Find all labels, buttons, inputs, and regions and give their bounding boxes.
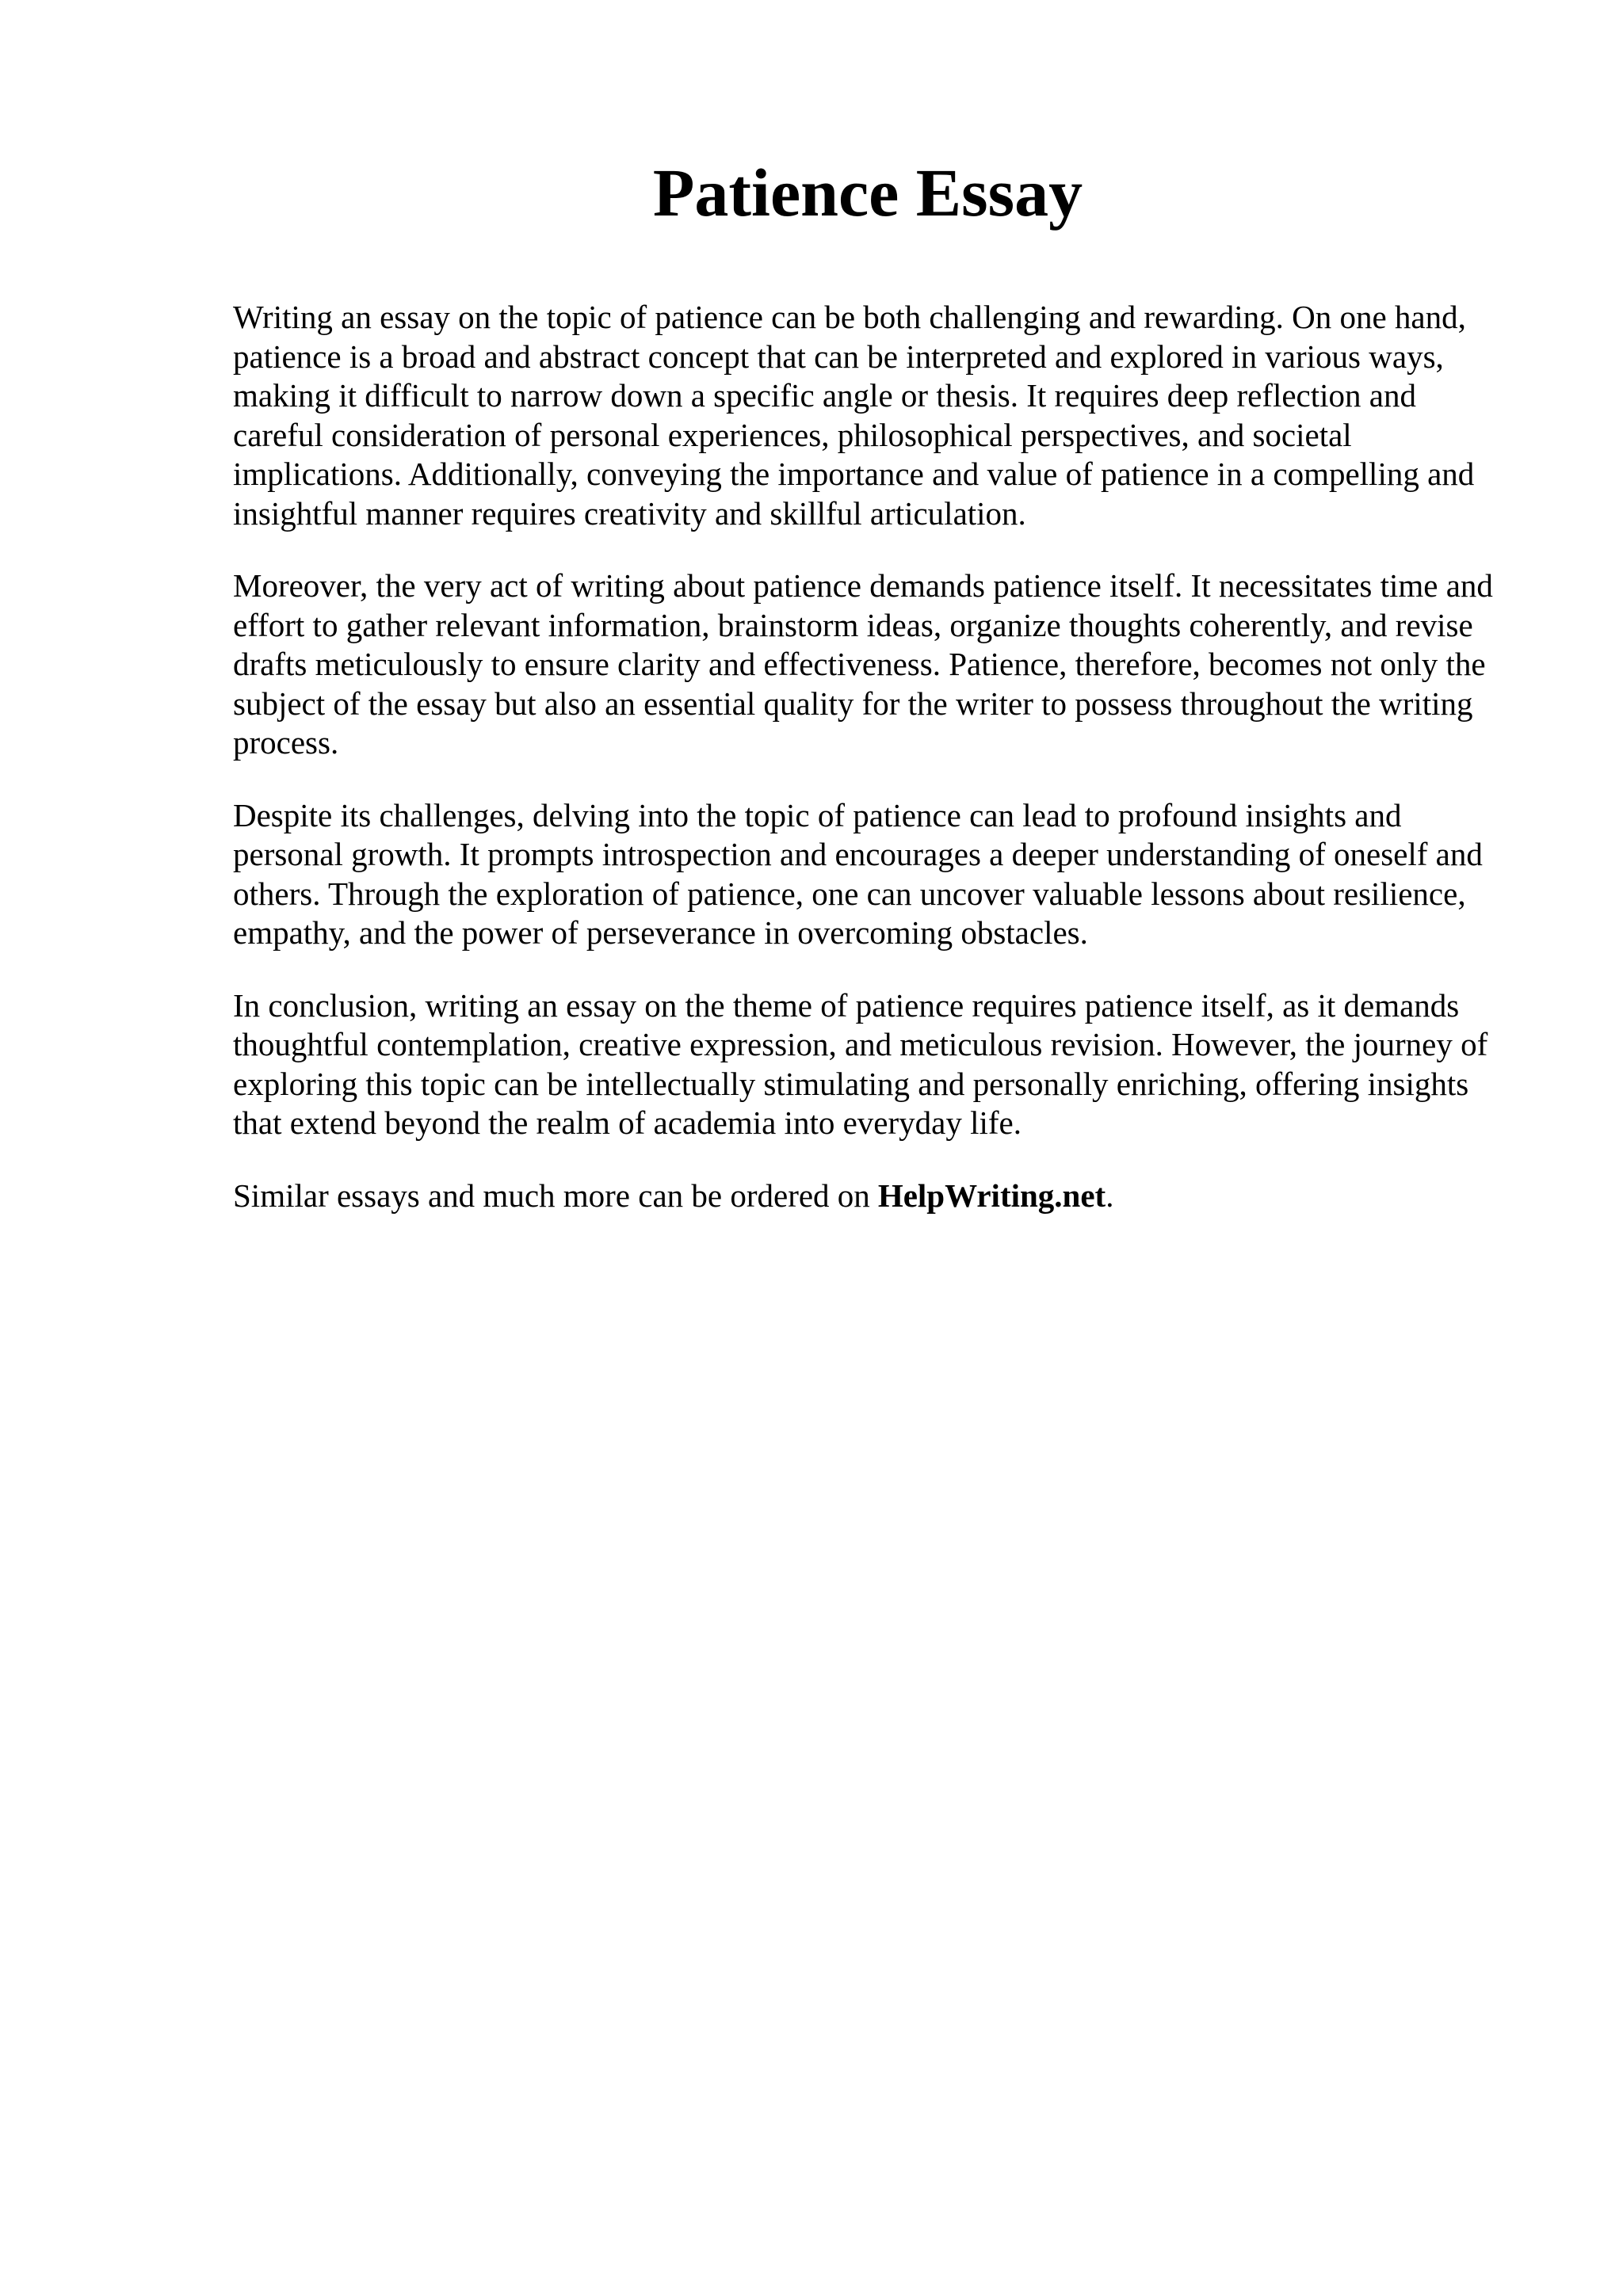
text-line: drafts meticulously to ensure clarity and effectiveness. Patience, therefore, becomes not only the (233, 646, 1486, 682)
promo-text: Similar essays and much more can be ordered on (233, 1177, 870, 1214)
text-line: thoughtful contemplation, creative expression, and meticulous revision. However, the journey of (233, 1026, 1488, 1062)
essay-body (233, 298, 1533, 1215)
promo-footer (233, 1177, 1533, 1216)
text-line: Moreover, the very act of writing about patience demands patience itself. It necessitates time and (233, 567, 1493, 604)
text-line: In conclusion, writing an essay on the theme of patience requires patience itself, as it demands (233, 986, 1460, 1024)
text-line: effort to gather relevant information, brainstorm ideas, organize thoughts coherently, and revise (233, 606, 1473, 643)
paragraph-4 (233, 986, 1533, 1143)
text-line: others. Through the exploration of patience, one can uncover valuable lessons about resilience, (233, 875, 1466, 912)
text-line: empathy, and the power of perseverance in overcoming obstacles. (233, 914, 1088, 951)
text-line: process. (233, 724, 339, 761)
text-line: that extend beyond the realm of academia into everyday life. (233, 1104, 1022, 1141)
text-line: subject of the essay but also an essential quality for the writer to possess throughout the writing (233, 685, 1473, 722)
text-line: personal growth. It prompts introspection and encourages a deeper understanding of oneself and (233, 836, 1483, 872)
text-line: Despite its challenges, delving into the topic of patience can lead to profound insights and (233, 796, 1402, 833)
paragraph-3 (233, 796, 1533, 953)
text-line: patience is a broad and abstract concept that can be interpreted and explored in various ways, (233, 338, 1444, 375)
text-line: making it difficult to narrow down a specific angle or thesis. It requires deep reflection and (233, 377, 1416, 414)
paragraph-2 (233, 566, 1533, 763)
text-line: insightful manner requires creativity and skillful articulation. (233, 494, 1026, 532)
text-line: implications. Additionally, conveying the importance and value of patience in a compelling and (233, 456, 1475, 492)
paragraph-1 (233, 298, 1533, 533)
brand-link[interactable]: HelpWriting.net (877, 1177, 1106, 1214)
text-line: careful consideration of personal experiences, philosophical perspectives, and societal (233, 416, 1352, 453)
text-line: Writing an essay on the topic of patience can be both challenging and rewarding. On one hand, (233, 299, 1466, 335)
text-line: exploring this topic can be intellectually stimulating and personally enriching, offering insights (233, 1065, 1469, 1102)
promo-period: . (1106, 1177, 1114, 1214)
document-title: Patience Essay (652, 154, 1083, 231)
